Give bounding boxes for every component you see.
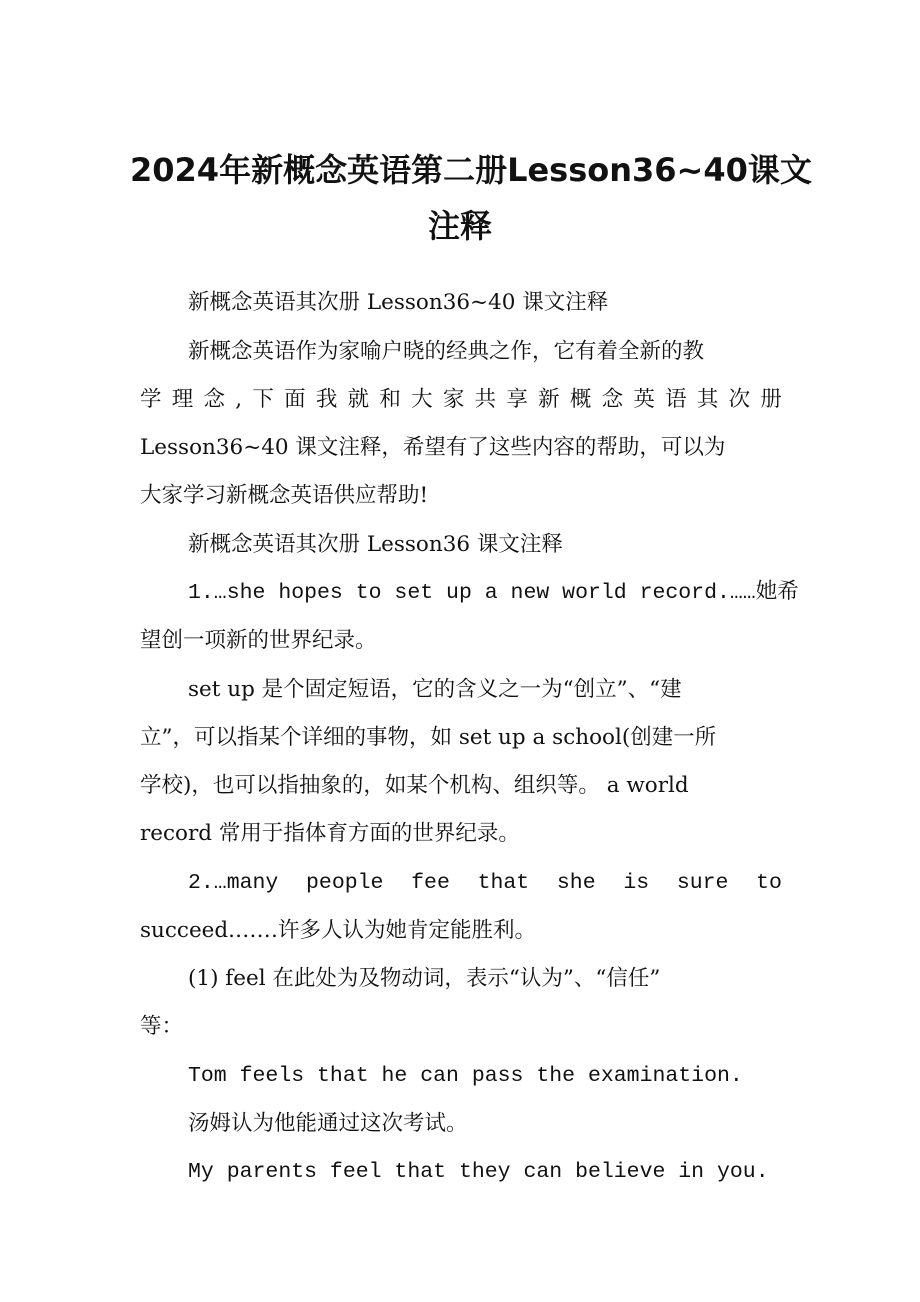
item2-line-1-word: 2.…many [188,871,279,895]
item1-line-1: 1.…she hopes to set up a new world record.……她希 [188,581,799,605]
example2-english: My parents feel that they can believe in you. [188,1160,769,1184]
intro-line-2-word: 册 [760,387,782,412]
note1-line-1: set up 是个固定短语，它的含义之一为“创立”、“建 [188,677,682,702]
intro-line-2-word: , [235,387,243,412]
intro-line-2-word: 概 [569,387,592,412]
item2-line-1 [188,859,782,907]
intro-line-2-word: 英 [633,387,655,412]
item2-line-1-word: fee [411,871,450,895]
note1-line-4: record 常用于指体育方面的世界纪录。 [140,821,520,846]
example1-chinese: 汤姆认为他能通过这次考试。 [188,1111,468,1136]
item2-line-1-word: that [477,871,530,895]
intro-line-2-word: 和 [379,387,401,412]
intro-line-2-word: 享 [506,387,528,412]
intro-line-2-word: 念 [601,387,624,412]
item2-line-1-word: to [756,871,782,895]
sub1-line-2: 等： [140,1014,184,1039]
intro-line-2-word: 新 [538,387,560,412]
item2-line-1-word: she [556,871,596,895]
intro-line-2-word: 次 [728,387,751,412]
intro-line-2-word: 其 [696,387,719,412]
note1-line-2: 立”，可以指某个详细的事物，如 set up a school(创建一所 [140,725,717,750]
item2-line-1-word: is [623,871,650,895]
item2-line-1-word: people [306,871,384,895]
intro-line-4: 大家学习新概念英语供应帮助! [140,483,429,508]
sub1-line-1: (1) feel 在此处为及物动词，表示“认为”、“信任” [188,966,661,991]
intro-line-2-word: 面 [284,387,306,412]
intro-line-2-word: 语 [665,387,687,412]
document-title-line2: 注释 [427,207,492,245]
intro-line-2-word: 念 [203,387,226,412]
intro-line-2 [140,376,782,424]
item1-line-2: 望创一项新的世界纪录。 [140,628,377,653]
intro-line-3: Lesson36~40 课文注释，希望有了这些内容的帮助，可以为 [140,435,726,460]
intro-line-2-word: 大 [411,387,433,412]
intro-line-2-word: 就 [347,387,370,412]
item2-line-2: succeed.……许多人认为她肯定能胜利。 [140,918,537,943]
lesson-heading: 新概念英语其次册 Lesson36 课文注释 [188,532,563,557]
item2-line-1-word: sure [676,871,729,895]
intro-line-2-word: 学 [140,387,162,412]
intro-line-2-word: 下 [252,387,274,412]
intro-line-2-word: 我 [315,387,338,412]
note1-line-3: 学校)，也可以指抽象的，如某个机构、组织等。 a world [140,773,689,798]
intro-line-1: 新概念英语作为家喻户晓的经典之作，它有着全新的教 [188,339,705,364]
intro-line-2-word: 理 [171,387,194,412]
intro-line-2-word: 家 [442,387,465,412]
subtitle: 新概念英语其次册 Lesson36~40 课文注释 [188,290,609,315]
intro-line-2-word: 共 [474,387,497,412]
example1-english: Tom feels that he can pass the examination. [188,1064,743,1088]
document-title-line1: 2024年新概念英语第二册Lesson36~40课文 [130,151,812,189]
